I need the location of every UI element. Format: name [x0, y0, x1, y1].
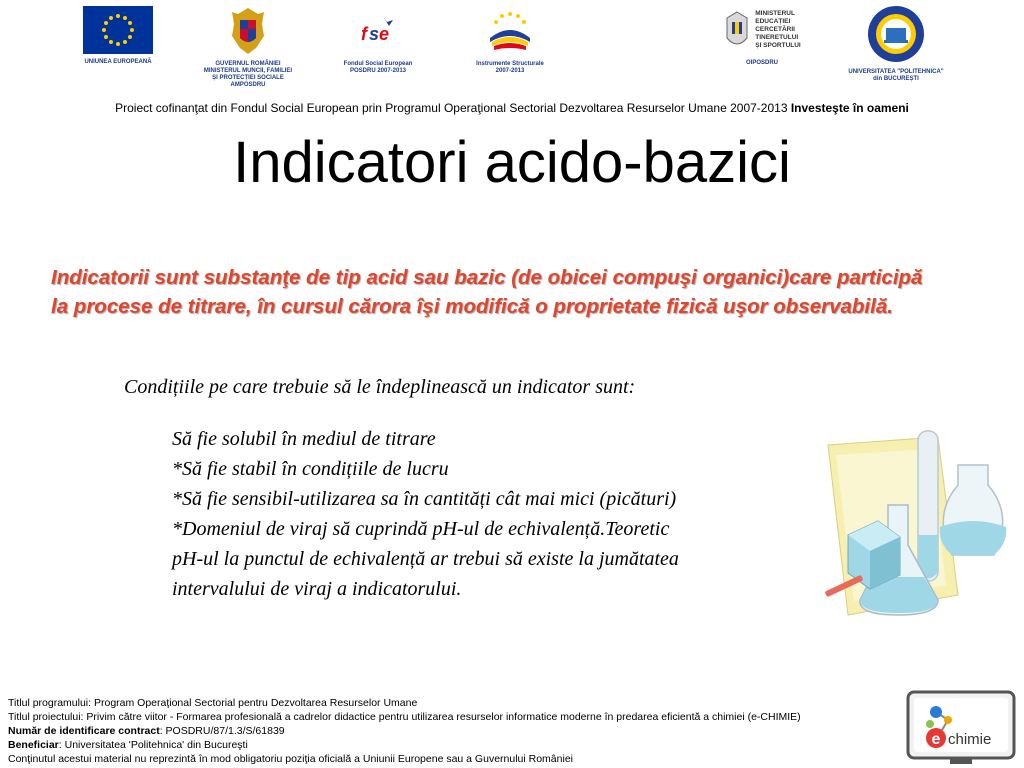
- ministry-crest-icon: [723, 10, 751, 54]
- ministry-side-text: MINISTERUL EDUCAȚIEI CERCETĂRII TINERETULUI ȘI SPORTULUI: [755, 10, 801, 49]
- cofinance-slogan: Investeşte în oameni: [790, 101, 909, 115]
- footer-project: Titlul proiectului: Privim către viitor - Formarea profesională a cadrelor didactice pentru utilizarea resurselor informatice moderne în predarea eficientă a chimiei (e-CHIMIE): [8, 711, 801, 723]
- footer-contract-label: Număr de identificare contract: [8, 725, 160, 737]
- conditions-intro: Condițiile pe care trebuie să le îndeplinească un indicator sunt:: [124, 376, 636, 398]
- footer-contract: [8, 724, 898, 738]
- eu-caption: UNIUNEA EUROPEANĂ: [84, 59, 152, 65]
- romania-coat-of-arms-icon: [228, 6, 268, 56]
- footer-contract-value: : POSDRU/87/1.3/S/61839: [159, 725, 285, 737]
- svg-text:s: s: [369, 24, 380, 44]
- svg-text:e: e: [379, 24, 390, 44]
- fse-logo: [336, 10, 420, 75]
- politehnica-logo: [848, 4, 944, 83]
- politehnica-caption: UNIVERSITATEA "POLITEHNICA" din BUCUREȘTI: [848, 69, 944, 82]
- condition-item: *Domeniul de viraj să cuprindă pH-ul de echivalență.Teoretic: [172, 518, 670, 540]
- romania-caption: GUVERNUL ROMÂNIEI MINISTERUL MUNCII, FAMILIEI ȘI PROTECȚIEI SOCIALE AMPOSDRU: [203, 61, 293, 88]
- cofinance-text: Proiect cofinanţat din Fondul Social European prin Programul Operaţional Sectorial Dezvoltarea Resurselor Umane 2007-2013: [115, 101, 791, 115]
- condition-item: *Să fie stabil în condițiile de lucru: [172, 458, 449, 480]
- svg-text:f: f: [361, 24, 367, 44]
- footer-beneficiary: [8, 738, 898, 752]
- echimie-prefix: e: [931, 731, 941, 748]
- conditions-list: [172, 424, 772, 604]
- fse-star-icon: [353, 10, 403, 56]
- logo-bar: [0, 6, 1024, 96]
- instrumente-logo: [470, 8, 550, 75]
- politehnica-seal-icon: [866, 4, 926, 64]
- instrumente-caption: Instrumente Structurale 2007-2013: [476, 61, 544, 74]
- footer-beneficiary-value: : Universitatea 'Politehnica' din Bucureşti: [58, 739, 248, 751]
- fse-caption: Fondul Social European POSDRU 2007-2013: [343, 61, 413, 74]
- echimie-logo: [906, 690, 1018, 766]
- footer-disclaimer: Conţinutul acestui material nu reprezintă în mod obligatoriu poziţia oficială a Uniunii Europene sau a Guvernului României: [8, 753, 573, 765]
- condition-item: pH-ul la punctul de echivalență ar trebui să existe la jumătatea: [172, 548, 679, 570]
- ministry-caption: OIPOSDRU: [745, 60, 778, 66]
- eu-flag-icon: [83, 6, 153, 54]
- instrumente-structurale-icon: [484, 8, 536, 56]
- lab-glassware-clipart: [818, 425, 1018, 635]
- page-title: Indicatori acido-bazici: [233, 130, 791, 195]
- condition-item: intervalului de viraj a indicatorului.: [172, 578, 462, 600]
- cofinance-line: [0, 101, 1024, 115]
- condition-item: Să fie solubil în mediul de titrare: [172, 428, 436, 450]
- ministry-logo: [712, 10, 812, 67]
- condition-item: *Să fie sensibil-utilizarea sa în cantități cât mai mici (picături): [172, 488, 677, 510]
- eu-logo: [78, 6, 158, 66]
- footer-beneficiary-label: Beneficiar: [8, 739, 59, 751]
- romania-logo: [196, 6, 300, 89]
- definition-text: Indicatorii sunt substanţe de tip acid sau bazic (de obicei compuşi organici)care participă la procese de titrare, în cursul cărora îşi modifică o proprietate fizică uşor observabilă.: [51, 266, 923, 318]
- echimie-text: chimie: [948, 731, 992, 748]
- footer: [8, 696, 898, 766]
- footer-program: Titlul programului: Program Operaţional Sectorial pentru Dezvoltarea Resurselor Umane: [8, 697, 418, 709]
